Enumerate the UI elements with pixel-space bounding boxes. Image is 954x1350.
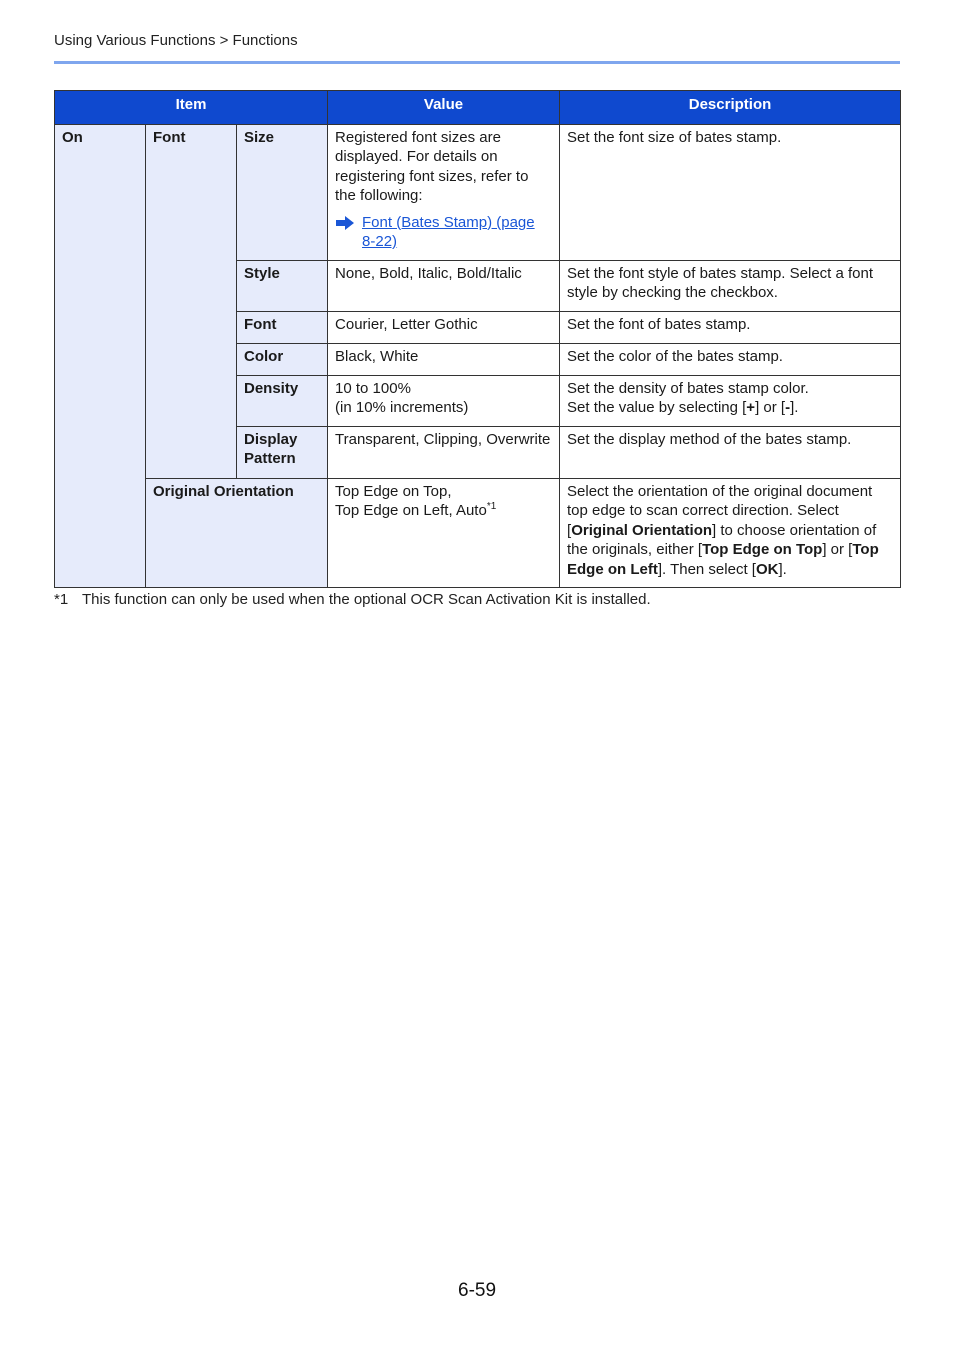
value-density — [328, 375, 560, 426]
value-size — [328, 124, 560, 260]
item-original-orientation: Original Orientation — [146, 478, 328, 588]
breadcrumb: Using Various Functions > Functions — [54, 32, 298, 49]
value-size-text: Registered font sizes are displayed. For details on registering font sizes, refer to the following: — [335, 128, 529, 204]
value-density-line2: (in 10% increments) — [335, 399, 469, 416]
description-color: Set the color of the bates stamp. — [560, 343, 901, 375]
plus-key-label: + — [746, 399, 756, 416]
item-style: Style — [237, 260, 328, 311]
description-density-line1: Set the density of bates stamp color. — [567, 379, 809, 397]
description-density-line2 — [567, 398, 893, 418]
header-rule — [54, 61, 900, 64]
description-font: Set the font of bates stamp. — [560, 311, 901, 343]
top-edge-on-left-key-label: Top Edge on Left — [567, 541, 879, 578]
table-row — [55, 478, 901, 588]
description-density-text: Set the value by selecting [ — [567, 399, 747, 416]
value-color: Black, White — [328, 343, 560, 375]
item-font-group: Font — [146, 124, 237, 478]
footnote-reference: *1 — [486, 501, 497, 512]
value-font: Courier, Letter Gothic — [328, 311, 560, 343]
description-density-text: ]. — [790, 399, 799, 416]
description-text: ] to choose orientation of the originals, either [ — [567, 521, 877, 558]
item-display-pattern: Display Pattern — [237, 426, 328, 478]
original-orientation-key-label: Original Orientation — [571, 521, 713, 539]
item-size: Size — [237, 124, 328, 260]
cross-reference — [335, 213, 552, 252]
value-original-orientation — [328, 478, 560, 588]
table-header-row — [55, 91, 901, 125]
footnote — [54, 591, 651, 608]
function-settings-table — [54, 90, 901, 588]
footnote-mark: *1 — [54, 591, 69, 608]
description-style: Set the font style of bates stamp. Select a font style by checking the checkbox. — [560, 260, 901, 311]
item-color: Color — [237, 343, 328, 375]
value-display-pattern: Transparent, Clipping, Overwrite — [328, 426, 560, 478]
ok-key-label: OK — [755, 560, 779, 578]
description-text: ]. — [778, 560, 787, 578]
description-density — [560, 375, 901, 426]
value-style: None, Bold, Italic, Bold/Italic — [328, 260, 560, 311]
value-orientation-line2 — [335, 501, 552, 521]
column-header-value: Value — [328, 91, 560, 125]
footnote-text: This function can only be used when the optional OCR Scan Activation Kit is installed. — [82, 591, 651, 608]
value-orientation-text: Top Edge on Left, Auto — [335, 502, 487, 519]
item-on: On — [55, 124, 146, 588]
minus-key-label: - — [785, 399, 791, 416]
description-text: Select the orientation of the original document top edge to scan correct direction. Select [ — [567, 482, 873, 539]
description-text: ] or [ — [822, 541, 853, 558]
description-text: ]. Then select [ — [657, 560, 756, 578]
description-size: Set the font size of bates stamp. — [560, 124, 901, 260]
item-density: Density — [237, 375, 328, 426]
column-header-description: Description — [560, 91, 901, 125]
arrow-right-icon — [335, 216, 355, 230]
table-row — [55, 124, 901, 260]
description-original-orientation — [560, 478, 901, 588]
column-header-item: Item — [55, 91, 328, 125]
value-orientation-line1: Top Edge on Top, — [335, 482, 452, 500]
font-bates-stamp-link[interactable]: Font (Bates Stamp) (page 8-22) — [362, 213, 535, 250]
page-number: 6-59 — [458, 1280, 497, 1301]
item-font: Font — [237, 311, 328, 343]
description-density-text: ] or [ — [755, 399, 786, 416]
description-display-pattern: Set the display method of the bates stamp. — [560, 426, 901, 478]
value-density-line1: 10 to 100% — [335, 379, 411, 397]
top-edge-on-top-key-label: Top Edge on Top — [702, 541, 823, 558]
